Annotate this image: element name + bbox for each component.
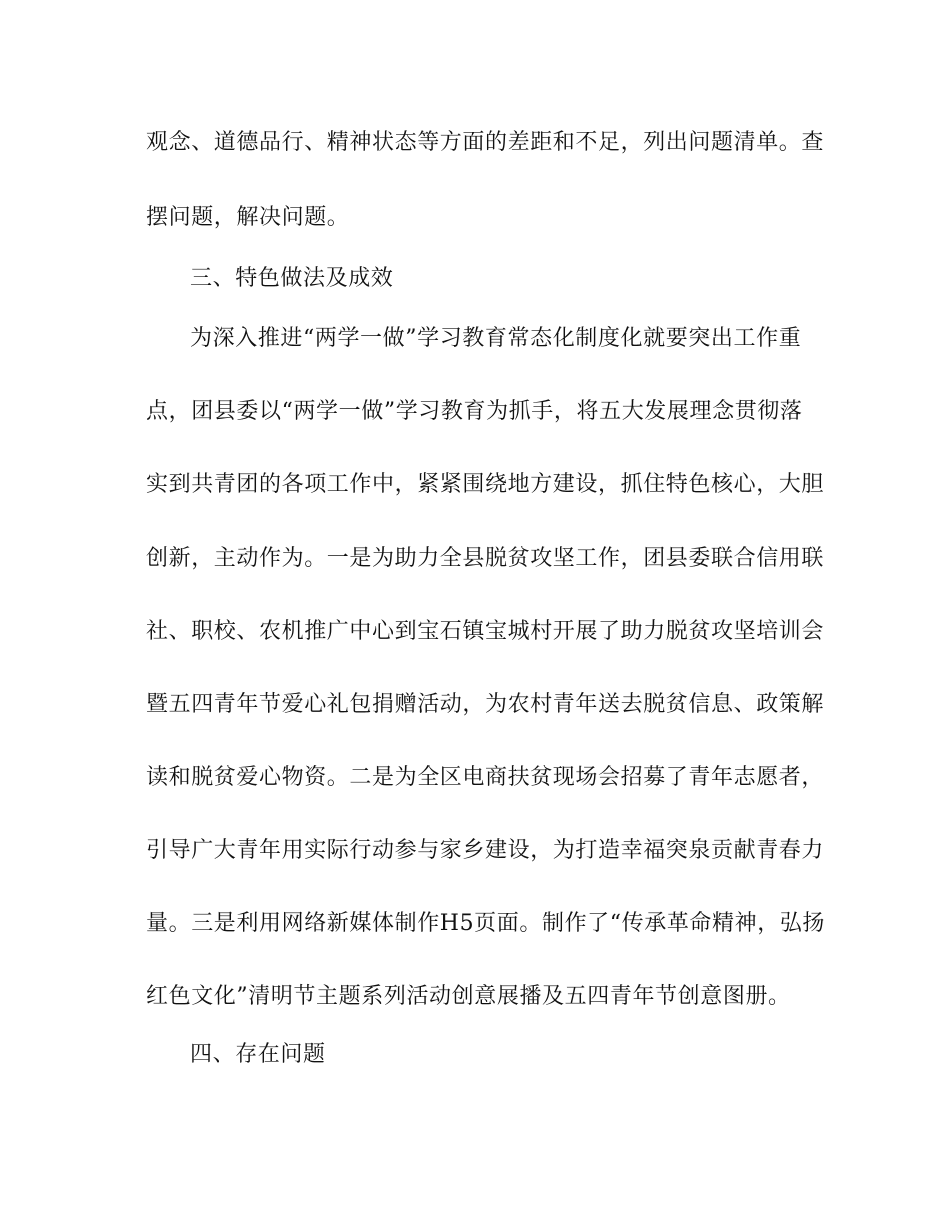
section-heading: 三、特色做法及成效 bbox=[190, 266, 394, 291]
body-text-line: 暨五四青年节爱心礼包捐赠活动，为农村青年送去脱贫信息、政策解 bbox=[146, 692, 825, 717]
body-text-line: 实到共青团的各项工作中，紧紧围绕地方建设，抓住特色核心，大胆 bbox=[146, 472, 825, 497]
body-text-line: 量。三是利用网络新媒体制作H5页面。制作了“传承革命精神，弘扬 bbox=[146, 911, 826, 936]
body-text-line: 引导广大青年用实际行动参与家乡建设，为打造幸福突泉贡献青春力 bbox=[146, 838, 825, 863]
section-heading: 四、存在问题 bbox=[190, 1042, 326, 1067]
body-text-line: 读和脱贫爱心物资。二是为全区电商扶贫现场会招募了青年志愿者， bbox=[146, 765, 825, 790]
body-text-line: 创新，主动作为。一是为助力全县脱贫攻坚工作，团县委联合信用联 bbox=[146, 546, 825, 571]
body-text-line: 社、职校、农机推广中心到宝石镇宝城村开展了助力脱贫攻坚培训会 bbox=[146, 619, 825, 644]
body-text-line: 点，团县委以“两学一做”学习教育为抓手，将五大发展理念贯彻落 bbox=[146, 399, 803, 424]
body-text-line: 红色文化”清明节主题系列活动创意展播及五四青年节创意图册。 bbox=[146, 984, 791, 1009]
paragraph-first-line: 为深入推进“两学一做”学习教育常态化制度化就要突出工作重 bbox=[190, 326, 802, 351]
body-text-line: 摆问题，解决问题。 bbox=[146, 205, 350, 230]
body-text-line: 观念、道德品行、精神状态等方面的差距和不足，列出问题清单。查 bbox=[146, 130, 825, 155]
